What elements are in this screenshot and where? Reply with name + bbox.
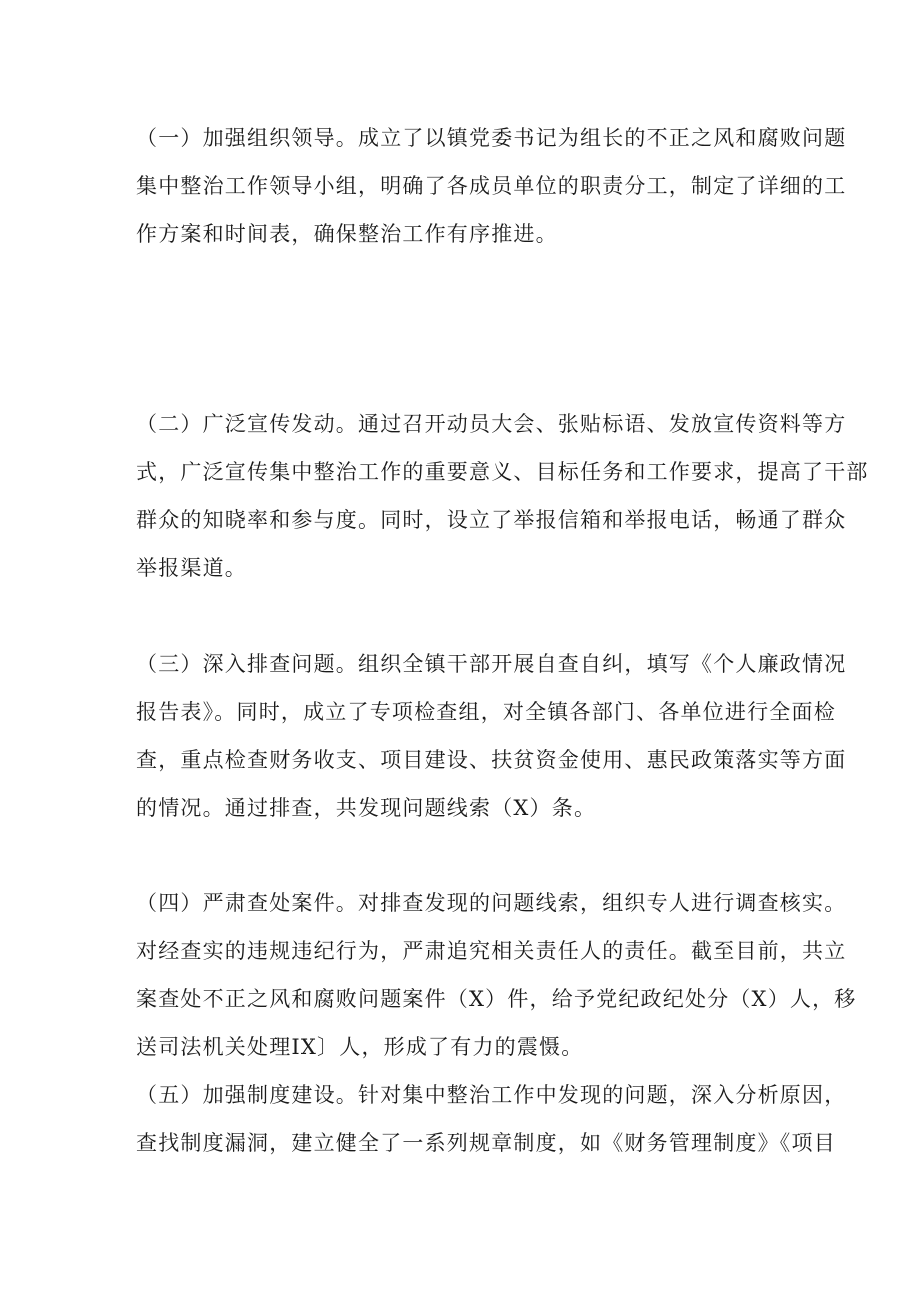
paragraph-4-line-2: 对经查实的违规违纪行为，严肃追究相关责任人的责任。截至目前，共立	[136, 939, 847, 963]
paragraph-3-line-1: （三）深入排查问题。组织全镇干部开展自查自纠，填写《个人廉政情况	[136, 652, 847, 676]
paragraph-2-line-4: 举报渠道。	[136, 556, 247, 580]
paragraph-2-line-3: 群众的知晓率和参与度。同时，设立了举报信箱和举报电话，畅通了群众	[136, 508, 847, 532]
paragraph-3-line-4: 的情况。通过排查，共发现问题线索（X）条。	[136, 796, 597, 820]
paragraph-2-line-2: 式，广泛宣传集中整治工作的重要意义、目标任务和工作要求，提高了干部	[136, 460, 869, 484]
paragraph-3-line-2: 报告表》。同时，成立了专项检查组，对全镇各部门、各单位进行全面检	[136, 700, 836, 724]
paragraph-5-line-2: 查找制度漏洞，建立健全了一系列规章制度，如《财务管理制度》《项目	[136, 1131, 836, 1155]
paragraph-2-line-1: （二）广泛宣传发动。通过召开动员大会、张贴标语、发放宣传资料等方	[136, 412, 847, 436]
paragraph-1-line-2: 集中整治工作领导小组，明确了各成员单位的职责分工，制定了详细的工	[136, 174, 847, 198]
paragraph-1-line-3: 作方案和时间表，确保整治工作有序推进。	[136, 222, 558, 246]
paragraph-3-line-3: 查，重点检查财务收支、项目建设、扶贫资金使用、惠民政策落实等方面	[136, 748, 847, 772]
paragraph-1-line-1: （一）加强组织领导。成立了以镇党委书记为组长的不正之风和腐败问题	[136, 126, 847, 150]
paragraph-5-line-1: （五）加强制度建设。针对集中整治工作中发现的问题，深入分析原因，	[136, 1083, 847, 1107]
paragraph-4-line-1: （四）严肃查处案件。对排查发现的问题线索，组织专人进行调查核实。	[136, 891, 847, 915]
paragraph-4-line-4: 送司法机关处理IX〕人，形成了有力的震慑。	[136, 1035, 584, 1059]
paragraph-4-line-3: 案查处不正之风和腐败问题案件（X）件，给予党纪政纪处分（X）人，移	[136, 987, 857, 1011]
